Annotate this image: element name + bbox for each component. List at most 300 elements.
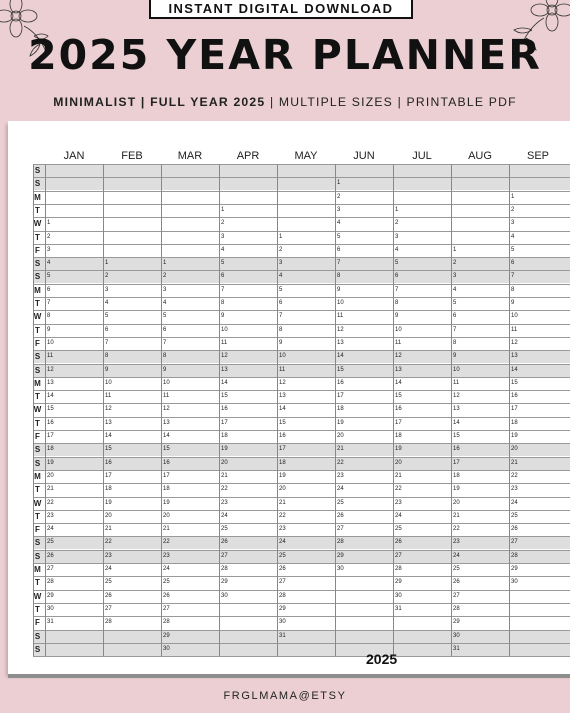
day-number: 25 (453, 566, 460, 572)
day-number: 18 (105, 486, 112, 493)
day-number: 26 (511, 526, 518, 533)
day-number: 22 (105, 539, 112, 546)
day-number: 6 (221, 273, 225, 280)
day-number: 15 (395, 393, 402, 400)
day-number: 22 (511, 472, 518, 479)
weekday-letter: S (34, 259, 41, 269)
day-number: 26 (47, 552, 54, 559)
day-number: 18 (337, 406, 344, 413)
day-number: 10 (511, 313, 518, 320)
day-number: 7 (337, 260, 341, 267)
weekday-letter: S (34, 365, 41, 375)
day-number: 3 (163, 286, 167, 293)
day-number: 3 (511, 220, 515, 227)
day-number: 8 (279, 326, 283, 333)
day-number: 30 (163, 645, 170, 652)
day-number: 11 (105, 393, 112, 400)
day-number: 18 (395, 433, 402, 439)
day-number: 7 (105, 339, 109, 346)
day-number: 1 (47, 220, 51, 227)
day-number: 5 (337, 233, 341, 240)
day-number: 1 (453, 246, 457, 253)
day-number: 21 (221, 472, 228, 479)
day-number: 22 (279, 512, 286, 519)
day-number: 9 (453, 353, 457, 360)
day-number: 9 (163, 366, 167, 373)
grid-hline (33, 656, 570, 657)
day-number: 12 (221, 353, 228, 360)
day-number: 23 (279, 526, 286, 533)
day-number: 17 (395, 419, 402, 426)
planner-row (33, 217, 570, 230)
day-number: 17 (47, 433, 54, 439)
day-number: 5 (221, 260, 225, 267)
day-number: 23 (105, 552, 112, 559)
day-number: 13 (279, 393, 286, 400)
grid-hline (33, 204, 570, 205)
day-number: 15 (105, 446, 112, 453)
day-number: 3 (221, 233, 225, 240)
day-number: 14 (47, 393, 54, 400)
weekday-letter: M (34, 285, 41, 295)
day-number: 29 (279, 605, 286, 612)
weekday-letter: F (35, 245, 40, 255)
day-number: 19 (511, 433, 518, 439)
day-number: 8 (395, 300, 399, 306)
day-number: 9 (221, 313, 225, 320)
day-number: 10 (337, 300, 344, 306)
day-number: 22 (395, 486, 402, 493)
day-number: 5 (163, 313, 167, 320)
day-number: 12 (511, 339, 518, 346)
month-header-apr: APR (236, 150, 260, 162)
day-number: 4 (279, 273, 283, 280)
day-number: 18 (163, 486, 170, 493)
day-number: 25 (337, 499, 344, 506)
day-number: 4 (105, 300, 109, 306)
day-number: 30 (395, 592, 402, 599)
weekday-letter: S (34, 179, 41, 189)
day-number: 19 (337, 419, 344, 426)
day-number: 19 (47, 459, 54, 466)
month-header-jun: JUN (353, 150, 375, 162)
day-number: 20 (337, 433, 344, 439)
subtitle-bold: MINIMALIST | FULL YEAR 2025 (53, 95, 266, 109)
day-number: 13 (163, 419, 170, 426)
day-number: 11 (47, 353, 54, 360)
weekday-letter: T (35, 604, 40, 614)
day-number: 26 (279, 566, 286, 572)
day-number: 5 (105, 313, 109, 320)
day-number: 9 (279, 339, 283, 346)
day-number: 5 (47, 273, 51, 280)
day-number: 13 (105, 419, 112, 426)
day-number: 8 (511, 286, 515, 293)
day-number: 6 (105, 326, 109, 333)
day-number: 21 (105, 526, 112, 533)
month-header-jan: JAN (63, 150, 85, 162)
weekday-letter: S (34, 538, 41, 548)
day-number: 25 (47, 539, 54, 546)
day-number: 25 (279, 552, 286, 559)
day-number: 4 (395, 246, 399, 253)
day-number: 24 (453, 552, 460, 559)
day-number: 5 (395, 260, 399, 267)
day-number: 23 (163, 552, 170, 559)
day-number: 26 (105, 592, 112, 599)
day-number: 26 (221, 539, 228, 546)
day-number: 17 (163, 472, 170, 479)
day-number: 7 (221, 286, 225, 293)
day-number: 1 (337, 180, 341, 187)
day-number: 21 (163, 526, 170, 533)
day-number: 25 (163, 579, 170, 586)
day-number: 19 (221, 446, 228, 453)
day-number: 20 (511, 446, 518, 453)
day-number: 22 (453, 526, 460, 533)
day-number: 2 (47, 233, 51, 240)
instant-download-badge: INSTANT DIGITAL DOWNLOAD (149, 0, 413, 19)
day-number: 16 (221, 406, 228, 413)
day-number: 11 (221, 339, 228, 346)
day-number: 31 (395, 605, 402, 612)
grid-hline (33, 177, 570, 178)
day-number: 23 (221, 499, 228, 506)
day-number: 3 (105, 286, 109, 293)
day-number: 24 (163, 566, 170, 572)
day-number: 10 (47, 339, 54, 346)
day-number: 10 (163, 379, 170, 386)
day-number: 5 (511, 246, 515, 253)
weekday-letter: T (35, 325, 40, 335)
day-number: 7 (395, 286, 399, 293)
weekday-letter: F (35, 338, 40, 348)
day-number: 12 (105, 406, 112, 413)
weekday-letter: M (34, 378, 41, 388)
day-number: 16 (105, 459, 112, 466)
day-number: 28 (395, 566, 402, 572)
weekday-letter: T (35, 232, 40, 242)
day-number: 14 (279, 406, 286, 413)
weekday-letter: S (34, 551, 41, 561)
day-number: 20 (105, 512, 112, 519)
day-number: 24 (337, 486, 344, 493)
day-number: 24 (279, 539, 286, 546)
day-number: 7 (511, 273, 515, 280)
page-subtitle (0, 95, 570, 109)
weekday-letter: S (34, 445, 41, 455)
day-number: 16 (47, 419, 54, 426)
weekday-letter: S (34, 272, 41, 282)
sheet-shadow (8, 674, 570, 678)
day-number: 26 (163, 592, 170, 599)
day-number: 22 (47, 499, 54, 506)
day-number: 18 (279, 459, 286, 466)
day-number: 14 (221, 379, 228, 386)
weekday-letter: S (34, 458, 41, 468)
day-number: 29 (395, 579, 402, 586)
day-number: 18 (511, 419, 518, 426)
day-number: 25 (395, 526, 402, 533)
day-number: 16 (337, 379, 344, 386)
weekday-letter: W (33, 498, 42, 508)
day-number: 13 (511, 353, 518, 360)
day-number: 8 (453, 339, 457, 346)
day-number: 11 (163, 393, 170, 400)
day-number: 27 (337, 526, 344, 533)
weekday-letter: W (33, 405, 42, 415)
day-number: 24 (395, 512, 402, 519)
day-number: 21 (47, 486, 54, 493)
day-number: 16 (279, 433, 286, 439)
day-number: 12 (163, 406, 170, 413)
day-number: 9 (337, 286, 341, 293)
day-number: 10 (279, 353, 286, 360)
month-header-feb: FEB (121, 150, 143, 162)
day-number: 7 (453, 326, 457, 333)
day-number: 17 (221, 419, 228, 426)
day-number: 31 (279, 632, 286, 639)
weekday-letter: M (34, 471, 41, 481)
weekday-letter: S (34, 644, 41, 654)
day-number: 2 (395, 220, 399, 227)
day-number: 19 (453, 486, 460, 493)
day-number: 14 (511, 366, 518, 373)
day-number: 27 (511, 539, 518, 546)
day-number: 21 (453, 512, 460, 519)
day-number: 8 (105, 353, 109, 360)
day-number: 12 (453, 393, 460, 400)
weekday-letter: T (35, 205, 40, 215)
day-number: 20 (453, 499, 460, 506)
day-number: 27 (453, 592, 460, 599)
day-number: 29 (163, 632, 170, 639)
planner-year-label: 2025 (366, 651, 398, 667)
day-number: 17 (511, 406, 518, 413)
weekday-letter: S (34, 631, 41, 641)
day-number: 13 (395, 366, 402, 373)
day-number: 10 (395, 326, 402, 333)
day-number: 1 (279, 233, 283, 240)
day-number: 24 (47, 526, 54, 533)
day-number: 17 (279, 446, 286, 453)
day-number: 29 (453, 619, 460, 626)
subtitle-rest: | MULTIPLE SIZES | PRINTABLE PDF (265, 95, 517, 109)
day-number: 30 (279, 619, 286, 626)
day-number: 31 (47, 619, 54, 626)
day-number: 1 (105, 260, 109, 267)
weekday-letter: S (34, 352, 41, 362)
day-number: 6 (279, 300, 283, 306)
planner-row (33, 204, 570, 217)
month-header-may: MAY (294, 150, 318, 162)
day-number: 15 (279, 419, 286, 426)
day-number: 27 (395, 552, 402, 559)
day-number: 16 (453, 446, 460, 453)
weekday-letter: M (34, 192, 41, 202)
day-number: 28 (279, 592, 286, 599)
day-number: 13 (453, 406, 460, 413)
day-number: 2 (105, 273, 109, 280)
day-number: 9 (511, 300, 515, 306)
shop-credit: FRGLMAMA@ETSY (223, 690, 347, 702)
day-number: 23 (453, 539, 460, 546)
day-number: 21 (279, 499, 286, 506)
planner-row (33, 191, 570, 204)
day-number: 15 (163, 446, 170, 453)
day-number: 31 (453, 645, 460, 652)
day-number: 24 (105, 566, 112, 572)
grid-hline (33, 217, 570, 218)
day-number: 8 (337, 273, 341, 280)
day-number: 2 (511, 206, 515, 213)
day-number: 20 (163, 512, 170, 519)
day-number: 13 (47, 379, 54, 386)
day-number: 19 (105, 499, 112, 506)
weekday-letter: W (33, 591, 42, 601)
day-number: 14 (453, 419, 460, 426)
day-number: 14 (395, 379, 402, 386)
day-number: 4 (453, 286, 457, 293)
day-number: 14 (337, 353, 344, 360)
day-number: 3 (395, 233, 399, 240)
day-number: 28 (47, 579, 54, 586)
day-number: 10 (221, 326, 228, 333)
day-number: 28 (511, 552, 518, 559)
day-number: 28 (163, 619, 170, 626)
day-number: 2 (279, 246, 283, 253)
day-number: 26 (337, 512, 344, 519)
day-number: 26 (453, 579, 460, 586)
month-header-mar: MAR (177, 150, 203, 162)
day-number: 28 (221, 566, 228, 572)
grid-hline (33, 191, 570, 192)
day-number: 22 (337, 459, 344, 466)
day-number: 9 (395, 313, 399, 320)
day-number: 1 (221, 206, 225, 213)
day-number: 6 (337, 246, 341, 253)
day-number: 3 (453, 273, 457, 280)
weekday-letter: W (33, 312, 42, 322)
day-number: 27 (47, 566, 54, 572)
day-number: 9 (105, 366, 109, 373)
day-number: 20 (279, 486, 286, 493)
day-number: 20 (221, 459, 228, 466)
weekday-letter: T (35, 392, 40, 402)
day-number: 14 (105, 433, 112, 439)
day-number: 25 (105, 579, 112, 586)
day-number: 20 (47, 472, 54, 479)
day-number: 4 (337, 220, 341, 227)
day-number: 29 (511, 566, 518, 572)
weekday-letter: F (35, 525, 40, 535)
weekday-letter: T (35, 485, 40, 495)
day-number: 11 (279, 366, 286, 373)
day-number: 16 (511, 393, 518, 400)
grid-hline (33, 164, 570, 165)
day-number: 6 (47, 286, 51, 293)
weekday-letter: S (34, 166, 41, 175)
day-number: 7 (163, 339, 167, 346)
weekday-letter: W (33, 219, 42, 229)
day-number: 11 (453, 379, 460, 386)
day-number: 27 (279, 579, 286, 586)
day-number: 27 (163, 605, 170, 612)
day-number: 15 (221, 393, 228, 400)
day-number: 7 (47, 300, 51, 306)
day-number: 19 (279, 472, 286, 479)
day-number: 6 (395, 273, 399, 280)
day-number: 12 (47, 366, 54, 373)
day-number: 8 (221, 300, 225, 306)
day-number: 10 (105, 379, 112, 386)
day-number: 27 (105, 605, 112, 612)
month-header-sep: SEP (526, 150, 549, 162)
day-number: 25 (221, 526, 228, 533)
day-number: 12 (395, 353, 402, 360)
day-number: 13 (221, 366, 228, 373)
day-number: 22 (221, 486, 228, 493)
day-number: 23 (395, 499, 402, 506)
day-number: 21 (395, 472, 402, 479)
day-number: 28 (105, 619, 112, 626)
day-number: 30 (511, 579, 518, 586)
planner-row (33, 177, 570, 190)
day-number: 15 (453, 433, 460, 439)
month-header-aug: AUG (468, 150, 492, 162)
day-number: 15 (47, 406, 54, 413)
day-number: 23 (511, 486, 518, 493)
day-number: 21 (337, 446, 344, 453)
day-number: 29 (47, 592, 54, 599)
day-number: 5 (453, 300, 457, 306)
day-number: 5 (279, 286, 283, 293)
page-title: 2025 YEAR PLANNER (28, 31, 542, 79)
day-number: 17 (337, 393, 344, 400)
day-number: 28 (453, 605, 460, 612)
day-number: 1 (395, 206, 399, 213)
day-number: 9 (47, 326, 51, 333)
day-number: 17 (453, 459, 460, 466)
weekday-letter: F (35, 618, 40, 628)
day-number: 23 (337, 472, 344, 479)
day-number: 6 (511, 260, 515, 267)
day-number: 30 (221, 592, 228, 599)
weekday-letter: F (35, 432, 40, 441)
day-number: 18 (453, 472, 460, 479)
grid-vline (33, 164, 34, 656)
weekday-letter: T (35, 511, 40, 521)
day-number: 11 (395, 339, 402, 346)
day-number: 24 (221, 512, 228, 519)
day-number: 4 (47, 260, 51, 267)
day-number: 2 (453, 260, 457, 267)
day-number: 1 (163, 260, 167, 267)
day-number: 2 (221, 220, 225, 227)
day-number: 15 (337, 366, 344, 373)
day-number: 4 (511, 233, 515, 240)
day-number: 12 (337, 326, 344, 333)
weekday-letter: T (35, 299, 40, 308)
day-number: 23 (47, 512, 54, 519)
day-number: 6 (163, 326, 167, 333)
day-number: 30 (47, 605, 54, 612)
day-number: 19 (395, 446, 402, 453)
weekday-letter: M (34, 565, 41, 574)
day-number: 2 (337, 193, 341, 200)
day-number: 15 (511, 379, 518, 386)
day-number: 6 (453, 313, 457, 320)
